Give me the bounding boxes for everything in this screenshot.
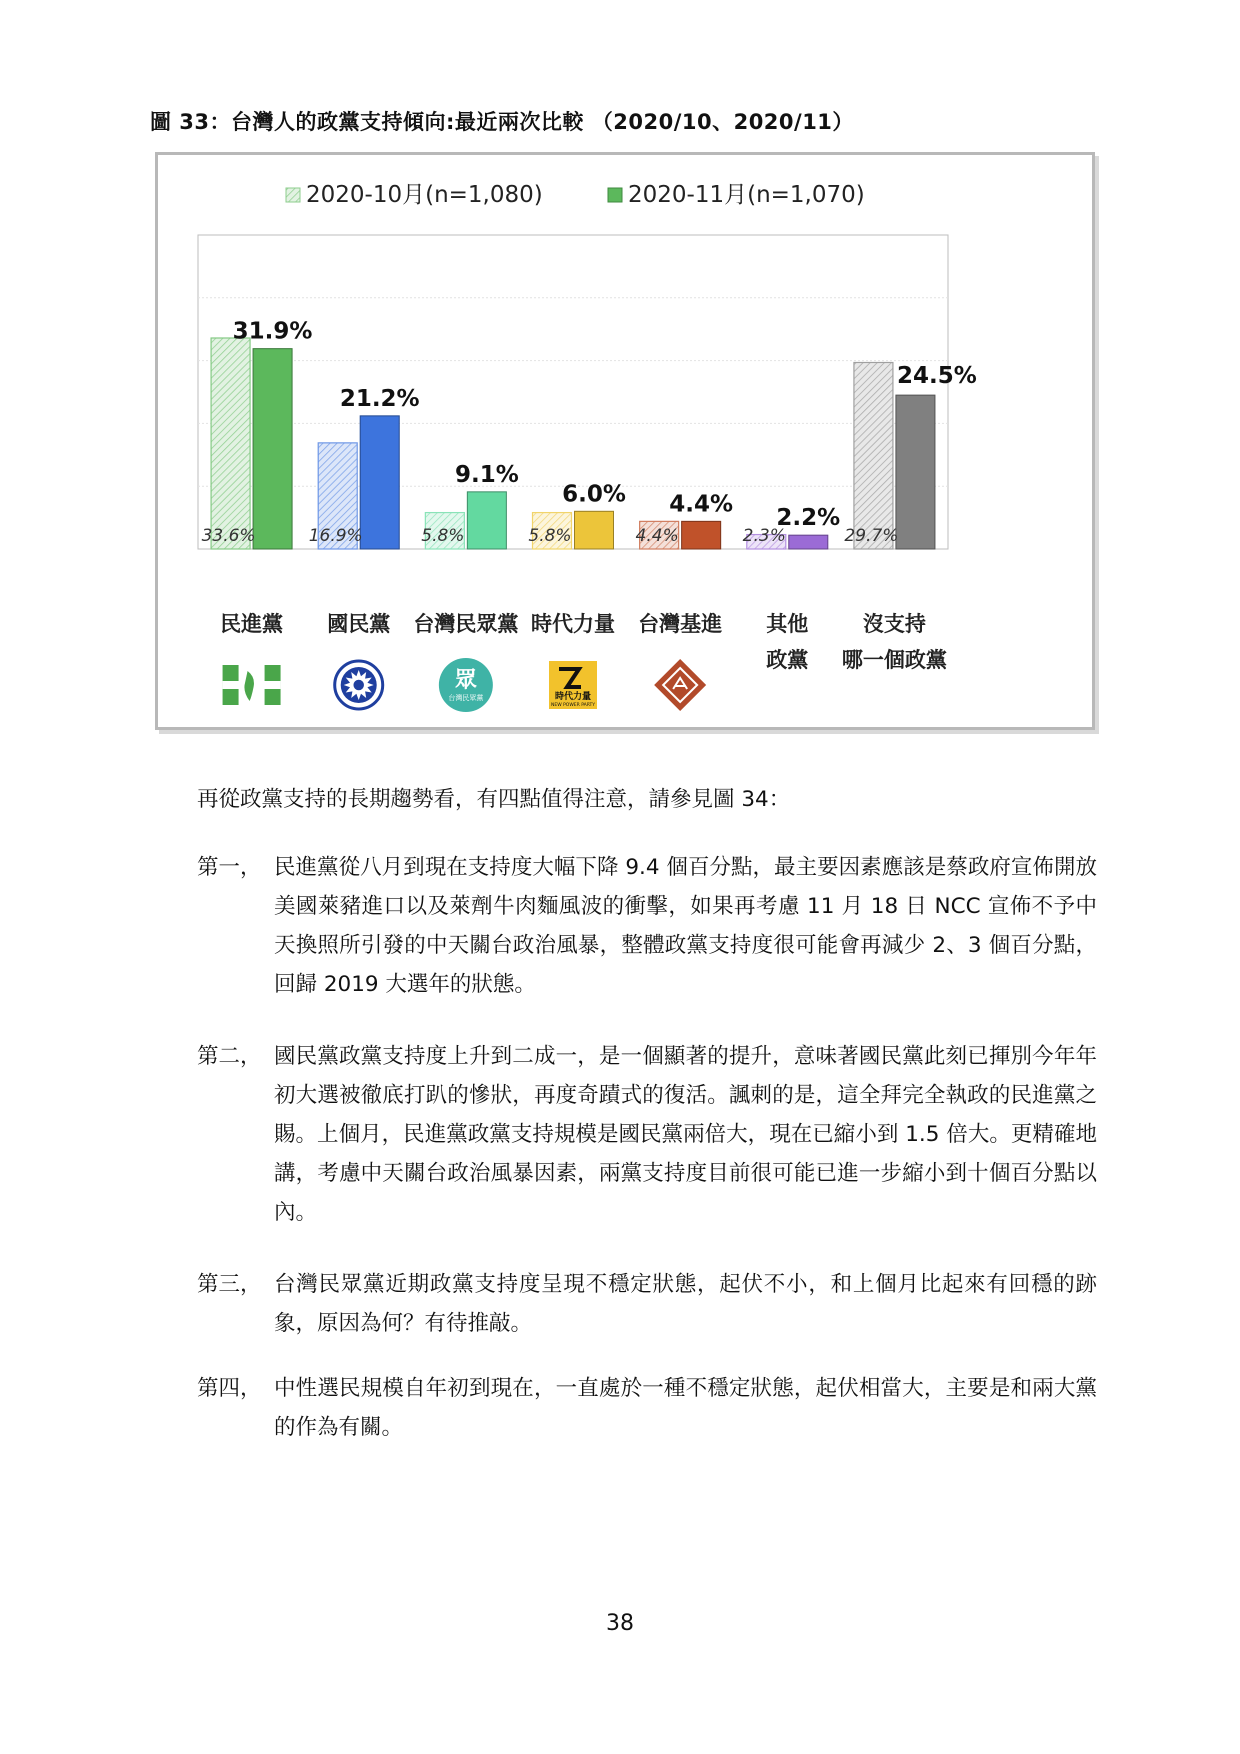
- figure-title: 圖 33：台灣人的政黨支持傾向:最近兩次比較 （2020/10、2020/11）: [150, 110, 854, 134]
- party-support-chart: [158, 155, 1092, 727]
- point-4-lead: 第四，: [197, 1376, 262, 1401]
- category-label-line2: 哪一個政黨: [841, 648, 947, 672]
- bar-2020-11: [789, 535, 828, 549]
- kmt-logo-icon: [335, 661, 383, 709]
- point-2-body: 國民黨政黨支持度上升到二成一，是一個顯著的提升，意味著國民黨此刻已揮別今年年初大選被徹底打趴的慘狀，再度奇蹟式的復活。諷刺的是，這全拜完全執政的民進黨之賜。上個月，民進黨政黨支持規模是國民黨兩倍大，現在已縮小到 1.5 倍大。更精確地講，考慮中天關台政治風暴因素，兩黨支持度目前很可能已進一步縮小到十個百分點以內。: [274, 1044, 1097, 1225]
- data-label-2020-11: 21.2%: [339, 385, 420, 412]
- data-label-2020-11: 31.9%: [232, 318, 313, 345]
- data-label-2020-11: 24.5%: [897, 363, 977, 390]
- page-number: 38: [606, 1611, 634, 1636]
- chart-frame: [155, 152, 1095, 730]
- bar-2020-11: [360, 416, 399, 549]
- tpp-logo-text: 台灣民眾黨: [448, 694, 484, 702]
- data-label-2020-10: 4.4%: [635, 526, 679, 546]
- npp-logo-subtext: NEW POWER PARTY: [551, 703, 595, 708]
- legend-swatch: [286, 188, 300, 202]
- category-label-line2: 政黨: [766, 648, 809, 672]
- point-3-lead: 第三，: [197, 1272, 262, 1297]
- point-4-body: 中性選民規模自年初到現在，一直處於一種不穩定狀態，起伏相當大，主要是和兩大黨的作為有關。: [274, 1376, 1097, 1440]
- data-label-2020-10: 29.7%: [844, 526, 899, 546]
- bar-2020-11: [575, 511, 614, 549]
- category-label: 國民黨: [327, 612, 391, 636]
- point-1: [197, 848, 1097, 1004]
- legend-label: 2020-11月(n=1,070): [628, 182, 865, 208]
- npp-logo-text: 時代力量: [554, 692, 592, 702]
- point-3-body: 台灣民眾黨近期政黨支持度呈現不穩定狀態，起伏不小，和上個月比起來有回穩的跡象，原因為何？有待推敲。: [274, 1272, 1097, 1336]
- point-3: [197, 1265, 1097, 1343]
- point-2-lead: 第二，: [197, 1044, 262, 1069]
- data-label-2020-11: 2.2%: [776, 505, 841, 532]
- category-label: 其他: [766, 612, 809, 636]
- legend-label: 2020-10月(n=1,080): [306, 182, 543, 208]
- intro-paragraph: 再從政黨支持的長期趨勢看，有四點值得注意，請參見圖 34：: [197, 787, 791, 812]
- tpp-logo-glyph: 眾: [454, 668, 477, 693]
- point-2: [197, 1037, 1097, 1232]
- dpp-logo-icon: [223, 665, 281, 705]
- bar-2020-11: [467, 492, 506, 549]
- data-label-2020-10: 33.6%: [201, 526, 256, 546]
- data-label-2020-10: 2.3%: [742, 526, 786, 546]
- data-label-2020-11: 9.1%: [454, 461, 519, 488]
- bar-2020-11: [682, 521, 721, 549]
- category-label: 台灣民眾黨: [413, 612, 519, 636]
- data-label-2020-10: 5.8%: [528, 526, 572, 546]
- point-4: [197, 1369, 1097, 1447]
- bar-2020-11: [253, 349, 292, 549]
- category-label: 民進黨: [220, 612, 284, 636]
- data-label-2020-11: 6.0%: [562, 481, 626, 508]
- tsp-logo-icon: [654, 659, 706, 711]
- bar-2020-10: [211, 338, 250, 549]
- point-1-body: 民進黨從八月到現在支持度大幅下降 9.4 個百分點，最主要因素應該是蔡政府宣佈開放美國萊豬進口以及萊劑牛肉麵風波的衝擊，如果再考慮 11 月 18 日 NCC 宣佈不予中天換照所引發的中天關台政治風暴，整體政黨支持度很可能會再減少 2、3 個百分點，回歸 2019 大選年的狀態。: [274, 855, 1097, 997]
- data-label-2020-10: 16.9%: [308, 526, 363, 546]
- category-label: 時代力量: [531, 612, 615, 636]
- category-label: 沒支持: [862, 612, 926, 636]
- bar-2020-11: [896, 395, 935, 549]
- data-label-2020-11: 4.4%: [669, 491, 734, 518]
- point-1-lead: 第一，: [197, 855, 262, 880]
- data-label-2020-10: 5.8%: [421, 526, 465, 546]
- tpp-logo-icon: [439, 658, 493, 712]
- bar-2020-10: [854, 362, 893, 549]
- legend-swatch: [608, 188, 622, 202]
- npp-logo-icon: [549, 661, 597, 709]
- category-label: 台灣基進: [638, 612, 723, 636]
